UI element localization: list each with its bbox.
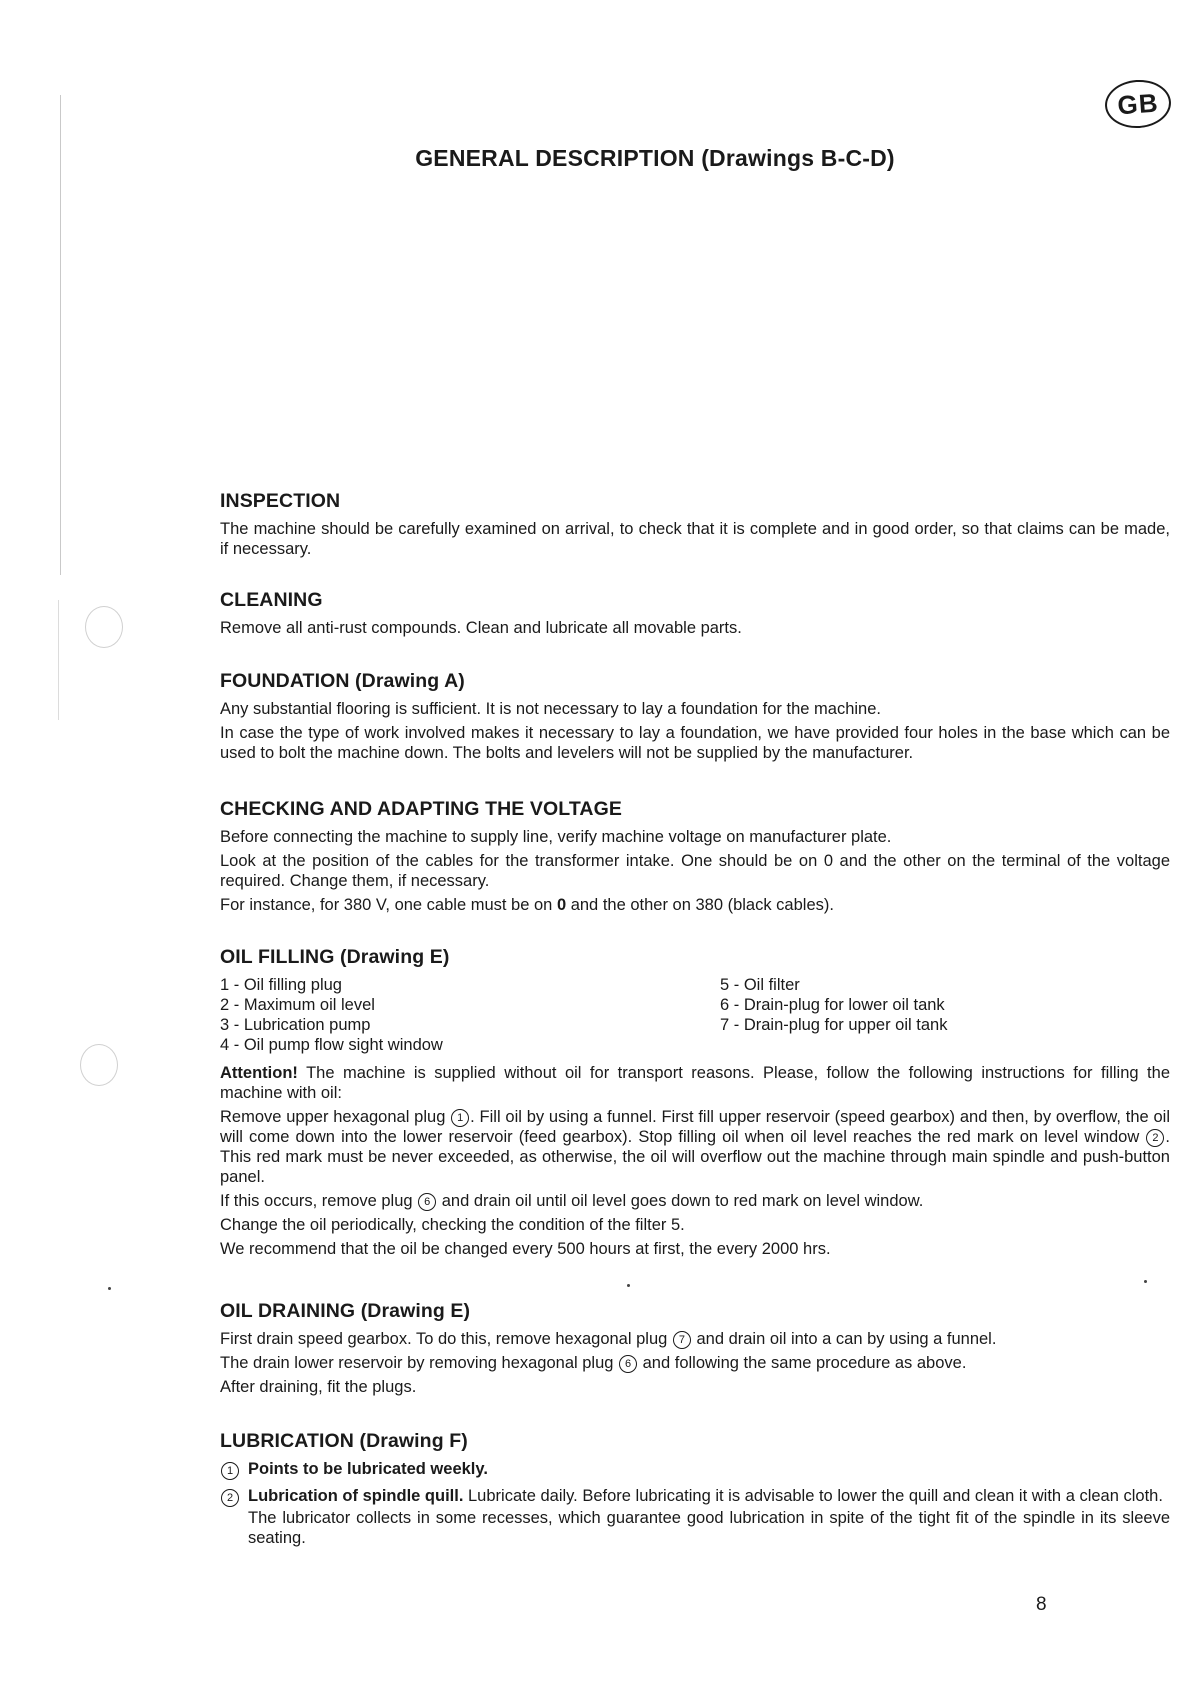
paragraph: [220, 1329, 1170, 1349]
scan-speck: [1144, 1280, 1147, 1283]
list-item: 4 - Oil pump flow sight window: [220, 1036, 443, 1054]
paragraph: Any substantial flooring is sufficient. It is not necessary to lay a foundation for the machine.: [220, 700, 881, 718]
item-number: [220, 1459, 248, 1480]
text-run: The machine is supplied without oil for transport reasons. Please, follow the following instructions for filling the machine with oil:: [220, 1064, 1170, 1102]
paragraph: Before connecting the machine to supply line, verify machine voltage on manufacturer plate.: [220, 828, 892, 846]
item-paragraph: The lubricator collects in some recesses, which guarantee good lubrication in spite of the tight fit of the spindle in its sleeve seating.: [248, 1509, 1170, 1547]
section-heading: FOUNDATION (Drawing A): [220, 670, 465, 692]
list-item: 5 - Oil filter: [720, 976, 800, 994]
list-item: 2 - Maximum oil level: [220, 996, 375, 1014]
section-oil-filling: [220, 946, 1170, 1263]
lubrication-item: [220, 1459, 1170, 1480]
text-run: and drain oil into a can by using a funnel.: [691, 1330, 997, 1348]
section-cleaning: [220, 589, 1170, 642]
paragraph: The machine should be carefully examined on arrival, to check that it is complete and in good order, so that claims can be made, if necessary.: [220, 520, 1170, 558]
circled-number: 6: [418, 1193, 436, 1211]
section-lubrication: [220, 1430, 1170, 1554]
section-heading: OIL FILLING (Drawing E): [220, 946, 450, 968]
page-title: GENERAL DESCRIPTION (Drawings B-C-D): [415, 145, 895, 171]
text-run: For instance, for 380 V, one cable must be on: [220, 896, 557, 914]
item-body: [248, 1459, 1170, 1480]
text-run: If this occurs, remove plug: [220, 1192, 418, 1210]
item-number: [220, 1486, 248, 1548]
attention-paragraph: [220, 1063, 1170, 1103]
item-title: Lubrication of spindle quill.: [248, 1487, 464, 1505]
paragraph: Look at the position of the cables for the transformer intake. One should be on 0 and the other on the terminal of the voltage required. Change them, if necessary.: [220, 852, 1170, 890]
circled-number: 2: [221, 1489, 239, 1507]
paragraph: After draining, fit the plugs.: [220, 1378, 417, 1396]
text-run: . This red mark must be never exceeded, as otherwise, the oil will overflow out the machine through main spindle and push-button panel.: [220, 1128, 1170, 1186]
punch-hole: [85, 606, 123, 648]
attention-label: Attention!: [220, 1064, 298, 1082]
section-oil-draining: [220, 1300, 1170, 1401]
section-heading: CLEANING: [220, 589, 323, 611]
text-run: and the other on 380 (black cables).: [566, 896, 834, 914]
parts-list-right: [720, 975, 1170, 1055]
paragraph: [220, 895, 1170, 915]
circled-number: 1: [221, 1462, 239, 1480]
paragraph: We recommend that the oil be changed every 500 hours at first, the every 2000 hrs.: [220, 1240, 831, 1258]
language-badge: GB: [1103, 78, 1172, 130]
lubrication-item: [220, 1486, 1170, 1548]
scan-speck: [627, 1284, 630, 1287]
text-run: 0: [556, 896, 567, 914]
circled-number: 7: [673, 1331, 691, 1349]
parts-list: [220, 975, 1170, 1055]
parts-list-left: [220, 975, 720, 1055]
paragraph: In case the type of work involved makes it necessary to lay a foundation, we have provided four holes in the base which can be used to bolt the machine down. The bolts and levelers will not be supplied by the manufacturer.: [220, 724, 1170, 762]
list-item: 3 - Lubrication pump: [220, 1016, 371, 1034]
page-number: 8: [1036, 1594, 1047, 1615]
section-inspection: [220, 490, 1170, 563]
text-run: and following the same procedure as above.: [638, 1354, 967, 1372]
scan-speck: [108, 1287, 111, 1290]
text-run: Lubricate daily. Before lubricating it is advisable to lower the quill and clean it with a clean cloth.: [463, 1487, 1163, 1505]
item-body: [248, 1486, 1170, 1548]
list-item: 6 - Drain-plug for lower oil tank: [720, 996, 945, 1014]
paragraph: Remove all anti-rust compounds. Clean and lubricate all movable parts.: [220, 619, 742, 637]
item-title: Points to be lubricated weekly.: [248, 1460, 488, 1478]
circled-number: 2: [1146, 1129, 1164, 1147]
text-run: First drain speed gearbox. To do this, remove hexagonal plug: [220, 1330, 672, 1348]
paragraph: [220, 1353, 1170, 1373]
section-heading: CHECKING AND ADAPTING THE VOLTAGE: [220, 798, 622, 820]
scan-edge-line: [58, 600, 59, 720]
section-heading: LUBRICATION (Drawing F): [220, 1430, 468, 1452]
paragraph: [220, 1191, 1170, 1211]
circled-number: 6: [619, 1355, 637, 1373]
text-run: Remove upper hexagonal plug: [220, 1108, 451, 1126]
circled-number: 1: [451, 1109, 469, 1127]
list-item: 1 - Oil filling plug: [220, 976, 342, 994]
section-voltage: [220, 798, 1170, 919]
paragraph: Change the oil periodically, checking the condition of the filter 5.: [220, 1216, 685, 1234]
list-item: 7 - Drain-plug for upper oil tank: [720, 1016, 948, 1034]
punch-hole: [80, 1044, 118, 1086]
section-foundation: [220, 670, 1170, 767]
paragraph: [220, 1107, 1170, 1187]
text-run: and drain oil until oil level goes down to red mark on level window.: [437, 1192, 924, 1210]
text-run: . Fill oil by using a funnel. First fill upper reservoir (speed gearbox) and then, by overflow, the oil will come down into the lower reservoir (feed gearbox). Stop filling oil when oil level reaches the red mark on level window: [220, 1108, 1171, 1146]
section-heading: OIL DRAINING (Drawing E): [220, 1300, 471, 1322]
text-run: The drain lower reservoir by removing hexagonal plug: [220, 1354, 619, 1372]
section-heading: INSPECTION: [220, 490, 341, 512]
